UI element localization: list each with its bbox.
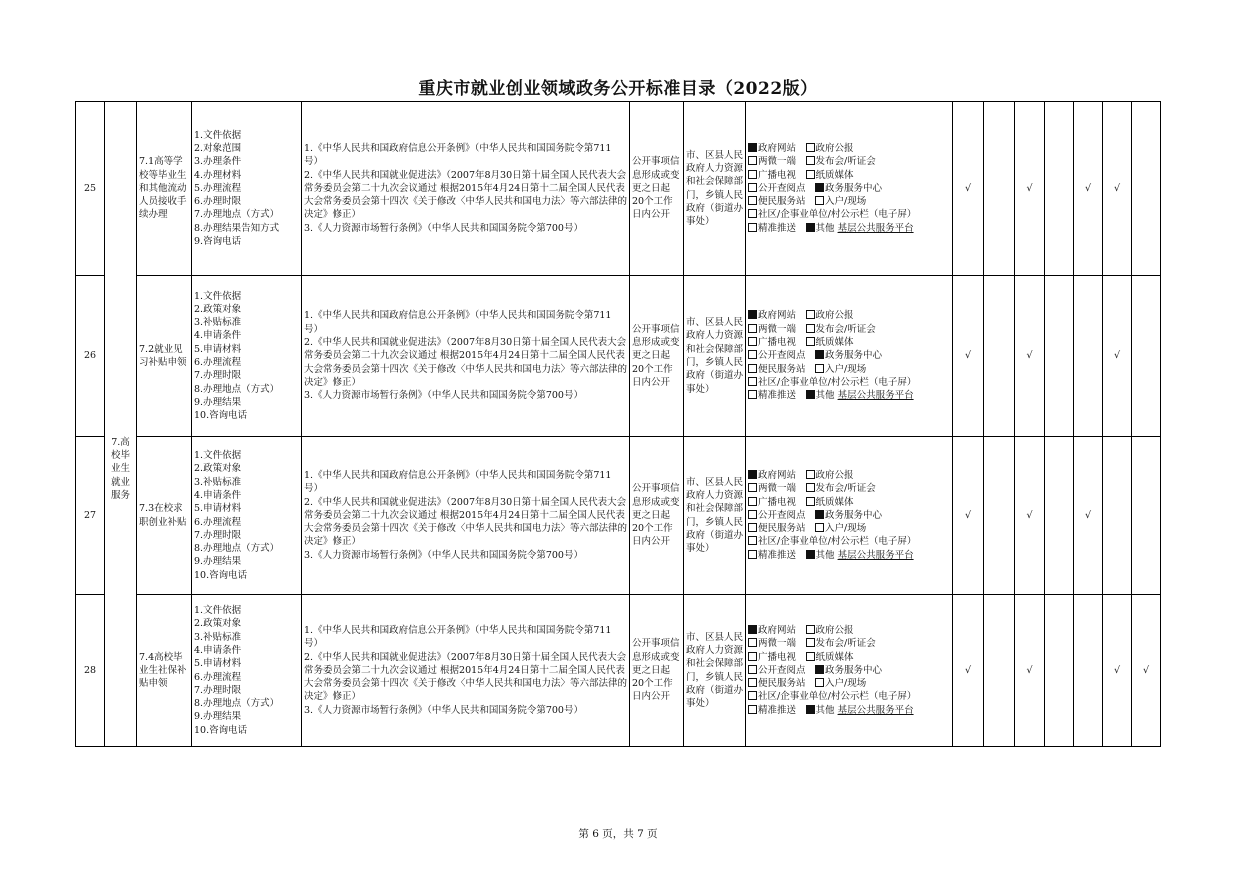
channel-label: 政府公报	[815, 310, 854, 322]
content-item: 9.办理结果	[194, 556, 242, 568]
disclosure-channels	[746, 595, 953, 747]
channel-label: 广播电视	[758, 169, 797, 181]
content-item: 1.文件依据	[194, 129, 242, 141]
channel-other-detail: 基层公共服务平台	[837, 704, 914, 716]
content-item: 3.办理条件	[194, 156, 242, 168]
channel-label: 社区/企事业单位/村公示栏（电子屏）	[758, 209, 917, 221]
unchecked-box-icon	[748, 223, 757, 232]
unchecked-box-icon	[748, 209, 757, 218]
channel-line	[748, 169, 950, 182]
disclosure-contents	[192, 437, 302, 595]
channel-label: 政务服务中心	[825, 509, 883, 521]
check-cell	[1074, 276, 1103, 437]
unchecked-box-icon	[748, 324, 757, 333]
disclosure-time-limit: 公开事项信息形成或变更之日起20个工作日内公开	[630, 276, 684, 437]
channel-label: 入户/现场	[825, 678, 867, 690]
content-item: 5.申请材料	[194, 503, 242, 515]
channel-label: 政府网站	[758, 624, 797, 636]
content-item: 8.办理地点（方式）	[194, 383, 280, 395]
item-name: 7.4高校毕业生社保补贴申领	[137, 595, 192, 747]
unchecked-box-icon	[806, 483, 815, 492]
channel-label: 公开查阅点	[758, 664, 806, 676]
unchecked-box-icon	[748, 337, 757, 346]
channel-label: 公开查阅点	[758, 509, 806, 521]
channel-line	[748, 704, 950, 717]
disclosure-channels	[746, 437, 953, 595]
unchecked-box-icon	[748, 170, 757, 179]
channel-label: 入户/现场	[825, 523, 867, 535]
disclosure-contents	[192, 595, 302, 747]
content-item: 4.申请条件	[194, 489, 242, 501]
channel-label: 两微一端	[758, 323, 797, 335]
channel-label: 政府公报	[815, 624, 854, 636]
item-name: 7.2就业见习补贴申领	[137, 276, 192, 437]
category-cell	[105, 102, 137, 747]
unchecked-box-icon	[806, 625, 815, 634]
channel-label: 发布会/听证会	[815, 483, 876, 495]
unchecked-box-icon	[748, 183, 757, 192]
channel-label: 纸质媒体	[815, 651, 854, 663]
content-item: 6.办理时限	[194, 196, 242, 208]
channel-label: 政务服务中心	[825, 350, 883, 362]
content-item: 7.办理时限	[194, 370, 242, 382]
checked-box-icon	[748, 625, 757, 634]
content-item: 8.办理结果告知方式	[194, 222, 280, 234]
content-item: 7.办理地点（方式）	[194, 209, 280, 221]
checked-box-icon	[748, 310, 757, 319]
check-cell: √	[1074, 102, 1103, 276]
unchecked-box-icon	[806, 337, 815, 346]
check-cell	[1045, 276, 1074, 437]
content-item: 2.政策对象	[194, 618, 242, 630]
table-row	[76, 276, 1161, 437]
row-number: 28	[76, 595, 105, 747]
channel-line	[748, 690, 950, 703]
unchecked-box-icon	[815, 523, 824, 532]
legal-basis: 1.《中华人民共和国政府信息公开条例》（中华人民共和国国务院令第711号） 2.《中华人民共和国就业促进法》（2007年8月30日第十届全国人民代表大会常务委员会第二十九次会议通过 根据2015年4月24日第十二届全国人民代表大会常务委员会第十四次《关于修改〈中华人民共和国电力法〉等六部法律的决定》修正） 3.《人力资源市场暂行条例》（中华人民共和国国务院令第700号）	[302, 276, 630, 437]
unchecked-box-icon	[806, 497, 815, 506]
checked-box-icon	[806, 223, 815, 232]
channel-label: 其他	[815, 549, 835, 561]
channel-label: 其他	[815, 222, 835, 234]
page-title: 重庆市就业创业领域政务公开标准目录（2022版）	[418, 79, 818, 99]
channel-label: 便民服务站	[758, 523, 806, 535]
channel-label: 精准推送	[758, 222, 797, 234]
content-item: 10.咨询电话	[194, 724, 248, 736]
content-item: 6.办理流程	[194, 516, 242, 528]
channel-label: 社区/企事业单位/村公示栏（电子屏）	[758, 376, 917, 388]
disclosure-channels	[746, 276, 953, 437]
unchecked-box-icon	[806, 170, 815, 179]
legal-basis: 1.《中华人民共和国政府信息公开条例》（中华人民共和国国务院令第711号） 2.《中华人民共和国就业促进法》（2007年8月30日第十届全国人民代表大会常务委员会第二十九次会议通过 根据2015年4月24日第十二届全国人民代表大会常务委员会第十四次《关于修改〈中华人民共和国电力法〉等六部法律的决定》修正） 3.《人力资源市场暂行条例》（中华人民共和国国务院令第700号）	[302, 595, 630, 747]
channel-label: 精准推送	[758, 390, 797, 402]
content-item: 2.对象范围	[194, 142, 242, 154]
content-item: 5.办理流程	[194, 182, 242, 194]
item-name: 7.1高等学校等毕业生和其他流动人员接收手续办理	[137, 102, 192, 276]
unchecked-box-icon	[748, 364, 757, 373]
row-number: 26	[76, 276, 105, 437]
page-footer: 第 6 页，共 7 页	[578, 828, 658, 840]
check-cell: √	[953, 102, 984, 276]
unchecked-box-icon	[748, 523, 757, 532]
unchecked-box-icon	[806, 310, 815, 319]
channel-line	[748, 535, 950, 548]
checked-box-icon	[806, 390, 815, 399]
channel-label: 政府网站	[758, 310, 797, 322]
channel-line	[748, 549, 950, 562]
channel-label: 发布会/听证会	[815, 156, 876, 168]
content-item: 4.申请条件	[194, 644, 242, 656]
check-cell: √	[1015, 595, 1045, 747]
channel-label: 政府网站	[758, 469, 797, 481]
channel-label: 广播电视	[758, 337, 797, 349]
unchecked-box-icon	[748, 665, 757, 674]
row-number: 27	[76, 437, 105, 595]
content-item: 3.补贴标准	[194, 631, 242, 643]
channel-label: 便民服务站	[758, 363, 806, 375]
check-cell: √	[1015, 437, 1045, 595]
disclosure-subject: 市、区县人民政府人力资源和社会保障部门，乡镇人民政府（街道办事处）	[684, 102, 746, 276]
channel-label: 其他	[815, 704, 835, 716]
channel-label: 便民服务站	[758, 196, 806, 208]
unchecked-box-icon	[815, 196, 824, 205]
content-item: 8.办理地点（方式）	[194, 698, 280, 710]
content-item: 1.文件依据	[194, 605, 242, 617]
unchecked-box-icon	[748, 196, 757, 205]
disclosure-channels	[746, 102, 953, 276]
check-cell: √	[1132, 595, 1161, 747]
legal-basis: 1.《中华人民共和国政府信息公开条例》（中华人民共和国国务院令第711号） 2.《中华人民共和国就业促进法》（2007年8月30日第十届全国人民代表大会常务委员会第二十九次会议通过 根据2015年4月24日第十二届全国人民代表大会常务委员会第十四次《关于修改〈中华人民共和国电力法〉等六部法律的决定》修正） 3.《人力资源市场暂行条例》（中华人民共和国国务院令第700号）	[302, 437, 630, 595]
channel-label: 公开查阅点	[758, 350, 806, 362]
check-cell	[1132, 102, 1161, 276]
channel-label: 政务服务中心	[825, 664, 883, 676]
channel-line	[748, 677, 950, 690]
checked-box-icon	[748, 470, 757, 479]
content-item: 9.咨询电话	[194, 236, 242, 248]
channel-line	[748, 651, 950, 664]
channel-label: 便民服务站	[758, 678, 806, 690]
channel-label: 精准推送	[758, 704, 797, 716]
check-cell	[984, 276, 1015, 437]
disclosure-subject: 市、区县人民政府人力资源和社会保障部门，乡镇人民政府（街道办事处）	[684, 276, 746, 437]
channel-other-detail: 基层公共服务平台	[837, 549, 914, 561]
channel-line	[748, 624, 950, 637]
channel-line	[748, 482, 950, 495]
content-item: 4.申请条件	[194, 330, 242, 342]
channel-label: 政府公报	[815, 142, 854, 154]
unchecked-box-icon	[815, 678, 824, 687]
check-cell: √	[953, 595, 984, 747]
content-item: 3.补贴标准	[194, 476, 242, 488]
channel-label: 政府公报	[815, 469, 854, 481]
channel-label: 两微一端	[758, 156, 797, 168]
check-cell	[984, 102, 1015, 276]
unchecked-box-icon	[748, 705, 757, 714]
checked-box-icon	[815, 350, 824, 359]
content-item: 6.办理流程	[194, 357, 242, 368]
channel-line	[748, 522, 950, 535]
check-cell	[1132, 276, 1161, 437]
content-item: 7.办理时限	[194, 529, 242, 541]
channel-label: 社区/企事业单位/村公示栏（电子屏）	[758, 691, 917, 703]
check-cell	[984, 595, 1015, 747]
unchecked-box-icon	[806, 470, 815, 479]
content-item: 8.办理地点（方式）	[194, 543, 280, 555]
channel-other-detail: 基层公共服务平台	[837, 222, 914, 234]
unchecked-box-icon	[748, 350, 757, 359]
checked-box-icon	[815, 183, 824, 192]
checked-box-icon	[815, 510, 824, 519]
check-cell: √	[953, 437, 984, 595]
channel-label: 纸质媒体	[815, 169, 854, 181]
unchecked-box-icon	[806, 324, 815, 333]
channel-line	[748, 309, 950, 322]
check-cell: √	[1103, 276, 1132, 437]
channel-label: 发布会/听证会	[815, 323, 876, 335]
channel-other-detail: 基层公共服务平台	[837, 390, 914, 402]
unchecked-box-icon	[748, 550, 757, 559]
channel-label: 两微一端	[758, 483, 797, 495]
channel-label: 其他	[815, 390, 835, 402]
content-item: 9.办理结果	[194, 396, 242, 408]
row-number: 25	[76, 102, 105, 276]
check-cell	[984, 437, 1015, 595]
content-item: 5.申请材料	[194, 343, 242, 355]
unchecked-box-icon	[748, 156, 757, 165]
unchecked-box-icon	[806, 143, 815, 152]
unchecked-box-icon	[748, 536, 757, 545]
check-cell	[1045, 595, 1074, 747]
content-item: 10.咨询电话	[194, 569, 248, 581]
disclosure-subject: 市、区县人民政府人力资源和社会保障部门，乡镇人民政府（街道办事处）	[684, 595, 746, 747]
channel-label: 社区/企事业单位/村公示栏（电子屏）	[758, 536, 917, 548]
standard-catalog-table	[75, 101, 1161, 747]
content-item: 1.文件依据	[194, 450, 242, 462]
check-cell	[1074, 595, 1103, 747]
check-cell: √	[1074, 437, 1103, 595]
channel-label: 精准推送	[758, 549, 797, 561]
checked-box-icon	[815, 665, 824, 674]
unchecked-box-icon	[748, 377, 757, 386]
check-cell: √	[1103, 595, 1132, 747]
unchecked-box-icon	[815, 364, 824, 373]
channel-line	[748, 637, 950, 650]
category-label: 7.高校毕业生就业服务	[110, 436, 130, 501]
content-item: 1.文件依据	[194, 290, 242, 302]
content-item: 10.咨询电话	[194, 410, 248, 422]
channel-line	[748, 323, 950, 336]
unchecked-box-icon	[748, 652, 757, 661]
channel-line	[748, 208, 950, 221]
disclosure-subject: 市、区县人民政府人力资源和社会保障部门，乡镇人民政府（街道办事处）	[684, 437, 746, 595]
unchecked-box-icon	[806, 156, 815, 165]
unchecked-box-icon	[748, 390, 757, 399]
channel-line	[748, 349, 950, 362]
disclosure-time-limit: 公开事项信息形成或变更之日起20个工作日内公开	[630, 102, 684, 276]
channel-label: 广播电视	[758, 651, 797, 663]
item-name: 7.3在校求职创业补贴	[137, 437, 192, 595]
channel-label: 政务服务中心	[825, 182, 883, 194]
channel-line	[748, 142, 950, 155]
channel-line	[748, 469, 950, 482]
disclosure-contents	[192, 276, 302, 437]
check-cell	[1132, 437, 1161, 595]
unchecked-box-icon	[748, 691, 757, 700]
checked-box-icon	[806, 550, 815, 559]
content-item: 2.政策对象	[194, 303, 242, 315]
content-item: 2.政策对象	[194, 463, 242, 475]
channel-label: 入户/现场	[825, 363, 867, 375]
check-cell: √	[1103, 102, 1132, 276]
legal-basis: 1.《中华人民共和国政府信息公开条例》（中华人民共和国国务院令第711号） 2.《中华人民共和国就业促进法》（2007年8月30日第十届全国人民代表大会常务委员会第二十九次会议通过 根据2015年4月24日第十二届全国人民代表大会常务委员会第十四次《关于修改〈中华人民共和国电力法〉等六部法律的决定》修正） 3.《人力资源市场暂行条例》（中华人民共和国国务院令第700号）	[302, 102, 630, 276]
check-cell	[1103, 437, 1132, 595]
unchecked-box-icon	[806, 652, 815, 661]
channel-line	[748, 664, 950, 677]
channel-label: 入户/现场	[825, 196, 867, 208]
channel-line	[748, 389, 950, 402]
channel-label: 两微一端	[758, 638, 797, 650]
channel-line	[748, 155, 950, 168]
content-item: 3.补贴标准	[194, 317, 242, 329]
table-row	[76, 595, 1161, 747]
disclosure-time-limit: 公开事项信息形成或变更之日起20个工作日内公开	[630, 437, 684, 595]
channel-label: 发布会/听证会	[815, 638, 876, 650]
channel-label: 政府网站	[758, 142, 797, 154]
unchecked-box-icon	[748, 497, 757, 506]
channel-line	[748, 195, 950, 208]
channel-label: 纸质媒体	[815, 496, 854, 508]
table-row	[76, 102, 1161, 276]
unchecked-box-icon	[748, 638, 757, 647]
channel-line	[748, 363, 950, 376]
checked-box-icon	[748, 143, 757, 152]
channel-label: 纸质媒体	[815, 337, 854, 349]
content-item: 9.办理结果	[194, 711, 242, 723]
unchecked-box-icon	[748, 678, 757, 687]
check-cell	[1045, 102, 1074, 276]
unchecked-box-icon	[748, 510, 757, 519]
channel-line	[748, 509, 950, 522]
check-cell: √	[1015, 102, 1045, 276]
table-row	[76, 437, 1161, 595]
unchecked-box-icon	[806, 638, 815, 647]
channel-label: 广播电视	[758, 496, 797, 508]
channel-line	[748, 336, 950, 349]
channel-line	[748, 496, 950, 509]
disclosure-contents	[192, 102, 302, 276]
content-item: 4.办理材料	[194, 169, 242, 181]
check-cell: √	[953, 276, 984, 437]
channel-line	[748, 182, 950, 195]
checked-box-icon	[806, 705, 815, 714]
check-cell: √	[1015, 276, 1045, 437]
content-item: 7.办理时限	[194, 684, 242, 696]
unchecked-box-icon	[748, 483, 757, 492]
channel-line	[748, 222, 950, 235]
disclosure-time-limit: 公开事项信息形成或变更之日起20个工作日内公开	[630, 595, 684, 747]
content-item: 6.办理流程	[194, 671, 242, 683]
channel-line	[748, 376, 950, 389]
channel-label: 公开查阅点	[758, 182, 806, 194]
check-cell	[1045, 437, 1074, 595]
content-item: 5.申请材料	[194, 658, 242, 670]
